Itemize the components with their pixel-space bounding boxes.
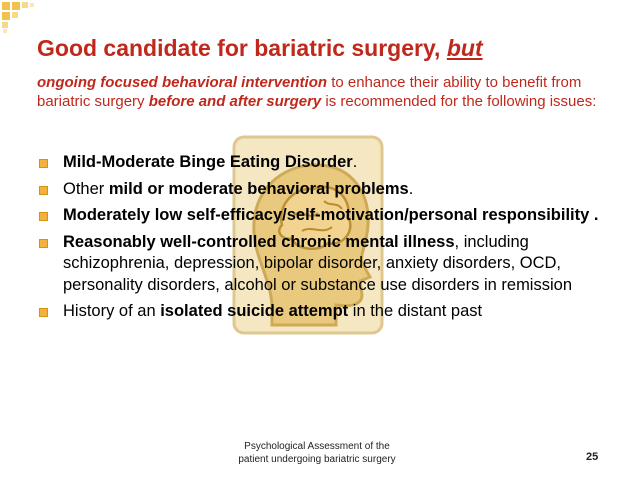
bullet-text: . bbox=[352, 153, 358, 171]
bullet-item-self-efficacy bbox=[37, 205, 617, 227]
bullet-square-icon bbox=[39, 308, 48, 317]
slide-footer bbox=[222, 440, 412, 466]
bullet-item-suicide-attempt bbox=[37, 301, 617, 323]
bullet-square-icon bbox=[39, 239, 48, 248]
bullet-list bbox=[37, 152, 617, 324]
bullet-bold-text: Reasonably well-controlled chronic mental illness bbox=[63, 232, 455, 251]
intro-text-1: to enhance their ability to benefit from bariatric surgery bbox=[37, 74, 582, 110]
bullet-item-behavioral-problems bbox=[37, 179, 617, 201]
bullet-text: History of an bbox=[63, 302, 161, 320]
title-normal: for bariatric surgery, bbox=[210, 35, 447, 61]
bullet-item-mental-illness bbox=[37, 232, 617, 297]
title-emphasis: but bbox=[446, 35, 483, 61]
bullet-square-icon bbox=[39, 159, 48, 168]
title-bold: Good candidate bbox=[37, 35, 211, 61]
bullet-bold-text: isolated suicide attempt bbox=[160, 302, 349, 320]
intro-emphasis-2: before and after surgery bbox=[148, 93, 322, 110]
bullet-text: , including schizophrenia, depression, bipolar disorder, anxiety disorders, OCD, personality disorders, alcohol or substance use disorders in remission bbox=[63, 232, 572, 294]
page-number: 25 bbox=[586, 451, 599, 463]
footer-line-1: Psychological Assessment of the bbox=[244, 441, 390, 452]
bullet-text: Other bbox=[63, 179, 109, 198]
bullet-square-icon bbox=[39, 186, 48, 195]
bullet-item-binge-eating bbox=[37, 152, 617, 174]
bullet-bold-text: mild or moderate behavioral problems bbox=[108, 179, 409, 198]
bullet-bold-text: Moderately low self-efficacy/self-motivation/personal responsibility . bbox=[63, 206, 599, 224]
intro-emphasis-1: ongoing focused behavioral intervention bbox=[37, 74, 328, 91]
bullet-text: in the distant past bbox=[348, 302, 483, 320]
intro-text-2: is recommended for the following issues: bbox=[321, 93, 597, 110]
bullet-bold-text: Mild-Moderate Binge Eating Disorder bbox=[63, 153, 353, 171]
slide-title bbox=[37, 32, 629, 64]
intro-paragraph bbox=[37, 73, 633, 111]
corner-decoration bbox=[0, 0, 40, 34]
bullet-square-icon bbox=[39, 212, 48, 221]
footer-line-2: patient undergoing bariatric surgery bbox=[238, 454, 396, 465]
bullet-text: . bbox=[408, 179, 414, 198]
